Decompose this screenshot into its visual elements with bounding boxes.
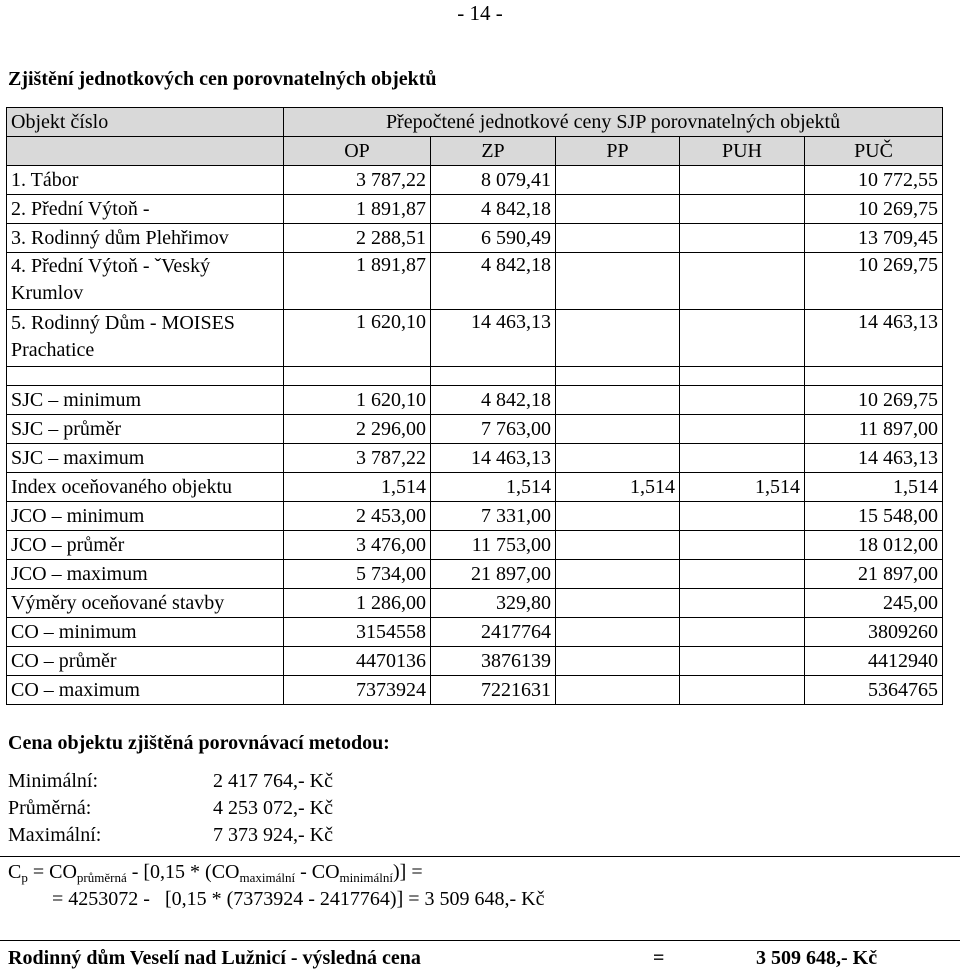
value-cell: 1,514	[680, 473, 805, 502]
value-cell: 8 079,41	[431, 166, 556, 195]
header-object: Objekt číslo	[7, 108, 284, 137]
value-cell: 10 269,75	[805, 253, 943, 310]
value-cell	[556, 415, 680, 444]
summary-title: Cena objektu zjištěná porovnávací metodou:	[8, 732, 390, 754]
object-name: 5. Rodinný Dům - MOISES Prachatice	[7, 310, 284, 367]
stats-row	[7, 444, 943, 473]
value-cell	[556, 647, 680, 676]
divider	[0, 856, 960, 857]
value-cell	[556, 224, 680, 253]
summary-label: Minimální:	[8, 770, 98, 792]
table-header-row	[7, 108, 943, 137]
spacer-row	[7, 367, 943, 386]
formula-sub: maximální	[239, 870, 296, 885]
value-cell	[556, 531, 680, 560]
value-cell: 3876139	[431, 647, 556, 676]
formula-text: )] =	[393, 861, 423, 883]
value-cell	[680, 166, 805, 195]
stats-row	[7, 415, 943, 444]
value-cell: 1,514	[805, 473, 943, 502]
value-cell: 3154558	[284, 618, 431, 647]
section-title: Zjištění jednotkových cen porovnatelných objektů	[8, 68, 437, 90]
value-cell: 3809260	[805, 618, 943, 647]
final-value: 3 509 648,- Kč	[756, 947, 878, 969]
formula-line-2: = 4253072 - [0,15 * (7373924 - 2417764)] = 3 509 648,- Kč	[52, 888, 545, 910]
value-cell: 13 709,45	[805, 224, 943, 253]
value-cell: 7373924	[284, 676, 431, 705]
value-cell: 2417764	[431, 618, 556, 647]
object-row	[7, 253, 943, 310]
value-cell: 3 787,22	[284, 166, 431, 195]
value-cell	[680, 502, 805, 531]
value-cell: 7 331,00	[431, 502, 556, 531]
column-header: PUČ	[805, 137, 943, 166]
stats-row	[7, 589, 943, 618]
value-cell	[680, 310, 805, 367]
value-cell	[556, 444, 680, 473]
value-cell	[556, 618, 680, 647]
summary-row	[8, 770, 333, 793]
stats-name: Výměry oceňované stavby	[7, 589, 284, 618]
value-cell: 2 453,00	[284, 502, 431, 531]
value-cell: 5364765	[805, 676, 943, 705]
formula-line-1	[8, 859, 423, 891]
value-cell: 10 772,55	[805, 166, 943, 195]
stats-row	[7, 676, 943, 705]
stats-row	[7, 531, 943, 560]
stats-name: SJC – průměr	[7, 415, 284, 444]
stats-name: JCO – maximum	[7, 560, 284, 589]
value-cell	[680, 531, 805, 560]
value-cell: 1,514	[284, 473, 431, 502]
stats-name: JCO – minimum	[7, 502, 284, 531]
formula-sub: p	[21, 870, 28, 885]
column-header: OP	[284, 137, 431, 166]
value-cell: 15 548,00	[805, 502, 943, 531]
spacer-cell	[556, 367, 680, 386]
column-header: PP	[556, 137, 680, 166]
summary-value: 7 373 924,- Kč	[213, 824, 333, 846]
summary-row	[8, 797, 333, 820]
value-cell	[556, 560, 680, 589]
value-cell: 21 897,00	[431, 560, 556, 589]
value-cell	[556, 166, 680, 195]
stats-row	[7, 618, 943, 647]
value-cell: 1,514	[556, 473, 680, 502]
value-cell: 18 012,00	[805, 531, 943, 560]
table-columns-row	[7, 137, 943, 166]
final-price-row	[8, 947, 958, 970]
value-cell: 10 269,75	[805, 195, 943, 224]
value-cell	[680, 676, 805, 705]
stats-name: CO – minimum	[7, 618, 284, 647]
stats-name: SJC – minimum	[7, 386, 284, 415]
value-cell	[680, 560, 805, 589]
value-cell: 14 463,13	[805, 444, 943, 473]
value-cell: 1 891,87	[284, 195, 431, 224]
value-cell: 2 288,51	[284, 224, 431, 253]
spacer-cell	[431, 367, 556, 386]
value-cell	[556, 310, 680, 367]
value-cell: 6 590,49	[431, 224, 556, 253]
value-cell	[680, 195, 805, 224]
stats-row	[7, 502, 943, 531]
object-row	[7, 195, 943, 224]
stats-name: JCO – průměr	[7, 531, 284, 560]
value-cell: 4412940	[805, 647, 943, 676]
value-cell: 2 296,00	[284, 415, 431, 444]
value-cell	[680, 415, 805, 444]
summary-row	[8, 824, 333, 847]
value-cell: 1 891,87	[284, 253, 431, 310]
stats-name: CO – průměr	[7, 647, 284, 676]
price-table	[6, 107, 943, 705]
value-cell	[680, 618, 805, 647]
value-cell: 1 620,10	[284, 310, 431, 367]
value-cell	[556, 195, 680, 224]
value-cell	[680, 386, 805, 415]
summary-label: Průměrná:	[8, 797, 92, 819]
stats-name: CO – maximum	[7, 676, 284, 705]
column-header: ZP	[431, 137, 556, 166]
value-cell: 1,514	[431, 473, 556, 502]
value-cell: 3 476,00	[284, 531, 431, 560]
value-cell: 7 763,00	[431, 415, 556, 444]
header-empty	[7, 137, 284, 166]
value-cell: 1 620,10	[284, 386, 431, 415]
summary-value: 2 417 764,- Kč	[213, 770, 333, 792]
value-cell	[556, 386, 680, 415]
formula-text: - [0,15 * (CO	[126, 861, 240, 883]
object-row	[7, 166, 943, 195]
summary-value: 4 253 072,- Kč	[213, 797, 333, 819]
divider	[0, 940, 960, 941]
value-cell: 329,80	[431, 589, 556, 618]
stats-row	[7, 647, 943, 676]
object-name: 3. Rodinný dům Plehřimov	[7, 224, 284, 253]
object-row	[7, 310, 943, 367]
value-cell: 4 842,18	[431, 253, 556, 310]
formula-sub: průměrná	[76, 870, 127, 885]
value-cell: 21 897,00	[805, 560, 943, 589]
stats-row	[7, 560, 943, 589]
spacer-cell	[680, 367, 805, 386]
value-cell	[680, 253, 805, 310]
value-cell	[556, 502, 680, 531]
object-name: 2. Přední Výtoň -	[7, 195, 284, 224]
value-cell	[680, 224, 805, 253]
spacer-cell	[7, 367, 284, 386]
column-header: PUH	[680, 137, 805, 166]
object-name: 1. Tábor	[7, 166, 284, 195]
spacer-cell	[805, 367, 943, 386]
value-cell: 7221631	[431, 676, 556, 705]
object-name: 4. Přední Výtoň - ˇVeský Krumlov	[7, 253, 284, 310]
value-cell: 3 787,22	[284, 444, 431, 473]
header-prices: Přepočtené jednotkové ceny SJP porovnatelných objektů	[284, 108, 943, 137]
value-cell: 14 463,13	[431, 310, 556, 367]
formula-text: = CO	[27, 861, 77, 883]
stats-row	[7, 473, 943, 502]
value-cell: 11 897,00	[805, 415, 943, 444]
value-cell	[680, 647, 805, 676]
value-cell: 4 842,18	[431, 386, 556, 415]
value-cell: 5 734,00	[284, 560, 431, 589]
formula-c: C	[8, 861, 22, 883]
value-cell: 14 463,13	[805, 310, 943, 367]
value-cell: 10 269,75	[805, 386, 943, 415]
stats-name: Index oceňovaného objektu	[7, 473, 284, 502]
stats-row	[7, 386, 943, 415]
value-cell: 1 286,00	[284, 589, 431, 618]
formula-text: - CO	[295, 861, 340, 883]
value-cell: 14 463,13	[431, 444, 556, 473]
final-equals: =	[653, 947, 665, 969]
value-cell	[556, 676, 680, 705]
value-cell: 4 842,18	[431, 195, 556, 224]
value-cell	[680, 589, 805, 618]
spacer-cell	[284, 367, 431, 386]
page-number: - 14 -	[457, 1, 503, 25]
stats-name: SJC – maximum	[7, 444, 284, 473]
value-cell	[680, 444, 805, 473]
value-cell: 245,00	[805, 589, 943, 618]
object-row	[7, 224, 943, 253]
value-cell	[556, 253, 680, 310]
value-cell: 4470136	[284, 647, 431, 676]
value-cell	[556, 589, 680, 618]
value-cell: 11 753,00	[431, 531, 556, 560]
final-label: Rodinný dům Veselí nad Lužnicí - výsledná cena	[8, 947, 421, 969]
summary-label: Maximální:	[8, 824, 102, 846]
formula-sub: minimální	[339, 870, 393, 885]
